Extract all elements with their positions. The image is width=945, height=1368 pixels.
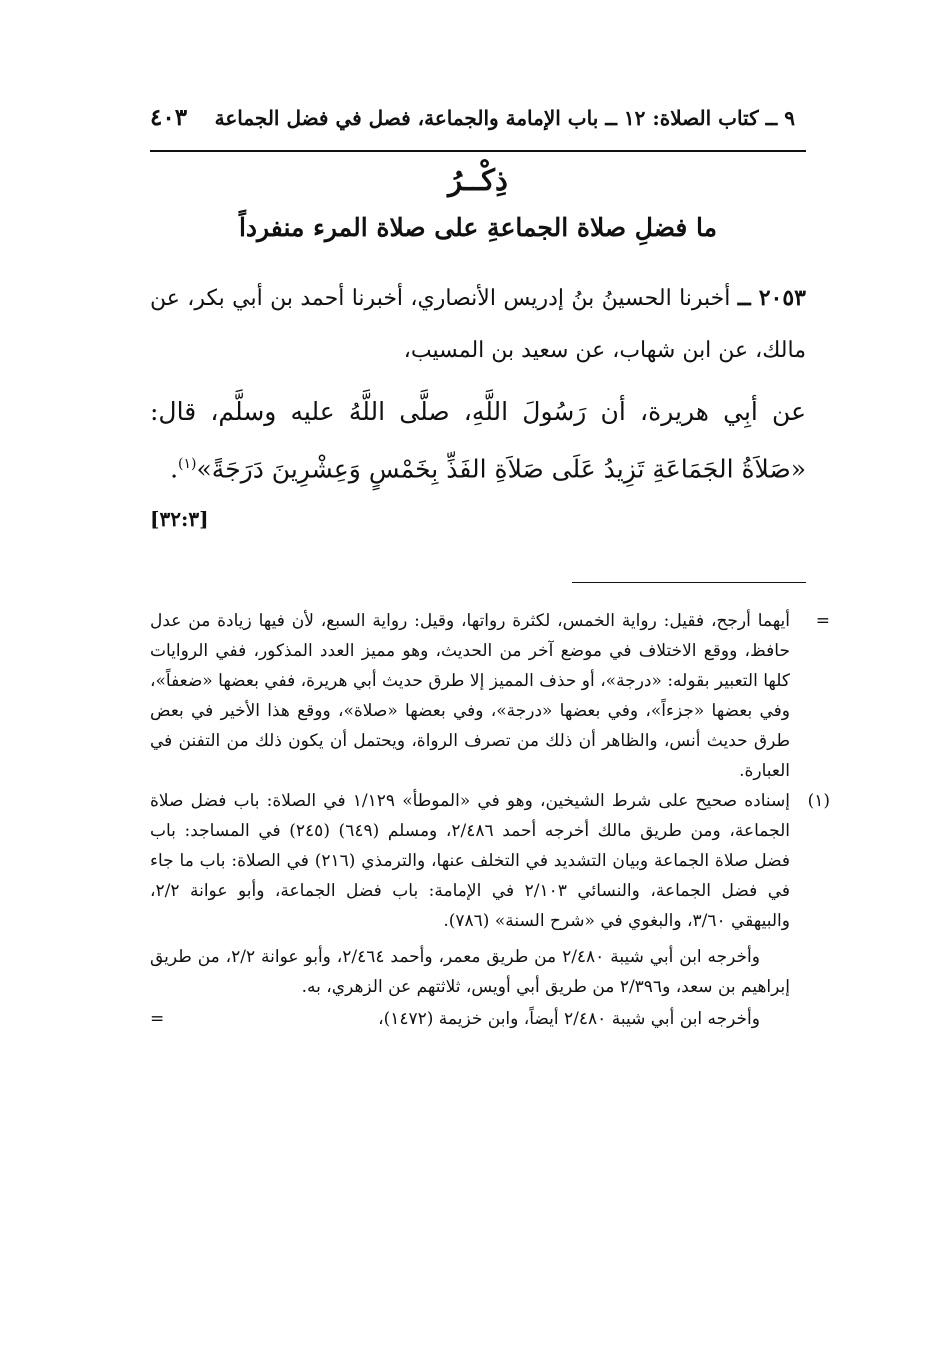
footnote-1-paragraph-2: وأخرجه ابن أبي شيبة ٢/٤٨٠ من طريق معمر، وأحمد ٢/٤٦٤، وأبو عوانة ٢/٢، من طريق إبراهيم بن سعد، و٢/٣٩٦ من طريق أبي أويس، ثلاثتهم عن الزهري، به. [150,947,790,997]
hadith-matn [150,386,806,495]
isnad-text: أخبرنا الحسينُ بنُ إدريس الأنصاري، أخبرنا أحمد بن أبي بكر، عن مالك، عن ابن شهاب، عن سعيد بن المسيب، [150,286,806,363]
header-divider [150,150,806,152]
matn-end: . [170,454,179,484]
footnote-divider [572,582,806,583]
running-header: ٩ ــ كتاب الصلاة: ١٢ ــ باب الإمامة والجماعة، فصل في فضل الجماعة [214,106,795,130]
footnote-1 [150,786,830,936]
footnote-1-paragraph-3-text: وأخرجه ابن أبي شيبة ٢/٤٨٠ أيضاً، وابن خزيمة (١٤٧٢)، [378,1009,760,1029]
continuation-text: أيهما أرجح، فقيل: رواية الخمس، لكثرة رواتها، وقيل: رواية السبع، لأن فيها زيادة من عدل حافظ، ووقع الاختلاف في موضع آخر من الحديث، وهو مميز العدد المذكور، ففي الروايات كلها التعبير بقوله: «درجة»، أو حذف المميز إلا طرق حديث أبي هريرة، ففي بعضها «ضعفاً»، وفي بعضها «جزءاً»، وفي بعضها «درجة»، وفي بعضها «صلاة»، ووقع هذا الأخير في بعض طرق حديث أنس، والظاهر أن ذلك من تصرف الرواة، ويحتمل أن يكون ذلك من التفنن في العبارة. [150,611,790,781]
continues-marker: = [150,1009,165,1029]
section-subheading: ما فضلِ صلاة الجماعةِ على صلاة المرء منفرداً [238,213,718,242]
continuation-marker: = [815,611,830,631]
source-reference: [٣٢:٣] [150,507,209,531]
footnotes-section [150,606,830,1034]
footnote-1-text: إسناده صحيح على شرط الشيخين، وهو في «الموطأ» ١/١٢٩ في الصلاة: باب فضل صلاة الجماعة، ومن طريق مالك أخرجه أحمد ٢/٤٨٦، ومسلم (٦٤٩) (٢٤٥) في المساجد: باب فضل صلاة الجماعة وبيان التشديد في التخلف عنها، والترمذي (٢١٦) في الصلاة: باب ما جاء في فضل الجماعة، والنسائي ٢/١٠٣ في الإمامة: باب فضل الجماعة، وأبو عوانة ٢/٢، والبيهقي ٣/٦٠، والبغوي في «شرح السنة» (٧٨٦). [150,791,790,931]
hadith-isnad [150,272,806,377]
page-number: ٤٠٣ [150,104,188,131]
footnote-continuation [150,606,830,786]
matn-text: عن أبِي هريرة، أن رَسُولَ اللَّهِ، صلَّى اللَّهُ عليه وسلَّم، قال: «صَلاَةُ الجَمَاعَةِ تَزِيدُ عَلَى صَلاَةِ الفَذِّ بِخَمْسٍ وَعِشْرِينَ دَرَجَةً» [150,397,806,484]
footnote-1-paragraph-3 [150,1004,830,1034]
hadith-number: ٢٠٥٣ ــ [737,285,806,311]
footnote-1-marker: (١) [807,791,830,811]
footnote-reference[interactable]: (١) [178,456,197,472]
section-heading: ذِكْــرُ [448,163,508,197]
